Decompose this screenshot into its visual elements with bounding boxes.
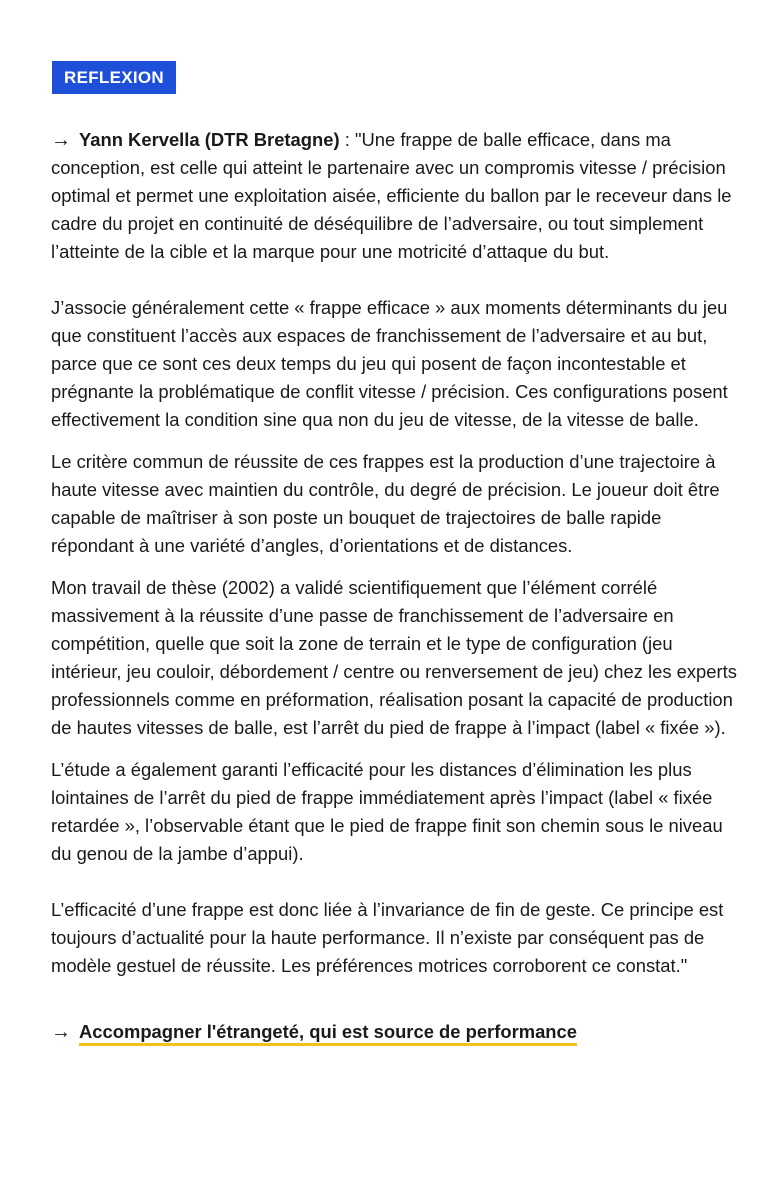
related-article-line xyxy=(51,1018,741,1046)
quote-author: Yann Kervella (DTR Bretagne) xyxy=(79,129,340,150)
arrow-right-icon: → xyxy=(51,1021,71,1043)
quote-paragraph: L’efficacité d’une frappe est donc liée à l’invariance de fin de geste. Ce principe est toujours d’actualité pour la haute performance. Il n’existe par conséquent pas de modèle gestuel de réussite. Les préférences motrices corroborent ce constat." xyxy=(51,899,724,976)
quote-content xyxy=(51,126,741,1046)
quote-intro-text: : "Une frappe de balle efficace, dans ma conception, est celle qui atteint le partenaire avec un compromis vitesse / précision optimal et permet une exploitation aisée, efficiente du ballon par le receveur dans le cadre du projet en continuité de déséquilibre de l’adversaire, ou tout simplement l’atteinte de la cible et la marque pour une motricité d’attaque du but. xyxy=(51,129,732,262)
quote-paragraph: J’associe généralement cette « frappe efficace » aux moments déterminants du jeu que constituent l’accès aux espaces de franchissement de l’adversaire et au but, parce que ce sont ces deux temps du jeu qui posent de façon incontestable et prégnante la problématique de conflit vitesse / précision. Ces configurations posent effectivement la condition sine qua non du jeu de vitesse, de la vitesse de balle. xyxy=(51,297,728,430)
quote-paragraph: Mon travail de thèse (2002) a validé scientifiquement que l’élément corrélé massivement à la réussite d’une passe de franchissement de l’adversaire en compétition, quelle que soit la zone de terrain et le type de configuration (jeu intérieur, jeu couloir, débordement / centre ou renversement de jeu) chez les experts professionnels comme en préformation, réalisation posant la capacité de production de hautes vitesses de balle, est l’arrêt du pied de frappe à l’impact (label « fixée »). xyxy=(51,577,737,738)
quote-paragraph: L’étude a également garanti l’efficacité pour les distances d’élimination les plus lointaines de l’arrêt du pied de frappe immédiatement après l’impact (label « fixée retardée », l’observable étant que le pied de frappe finit son chemin sous le niveau du genou de la jambe d’appui). xyxy=(51,759,723,864)
arrow-right-icon: → xyxy=(51,129,71,151)
quote-paragraph: Le critère commun de réussite de ces frappes est la production d’une trajectoire à haute vitesse avec maintien du contrôle, du degré de précision. Le joueur doit être capable de maîtriser à son poste un bouquet de trajectoires de balle rapide répondant à une variété d’angles, d’orientations et de distances. xyxy=(51,451,720,556)
quote-intro-paragraph xyxy=(51,126,741,266)
related-article-link[interactable]: Accompagner l'étrangeté, qui est source de performance xyxy=(79,1021,577,1046)
section-badge: REFLEXION xyxy=(52,61,176,94)
